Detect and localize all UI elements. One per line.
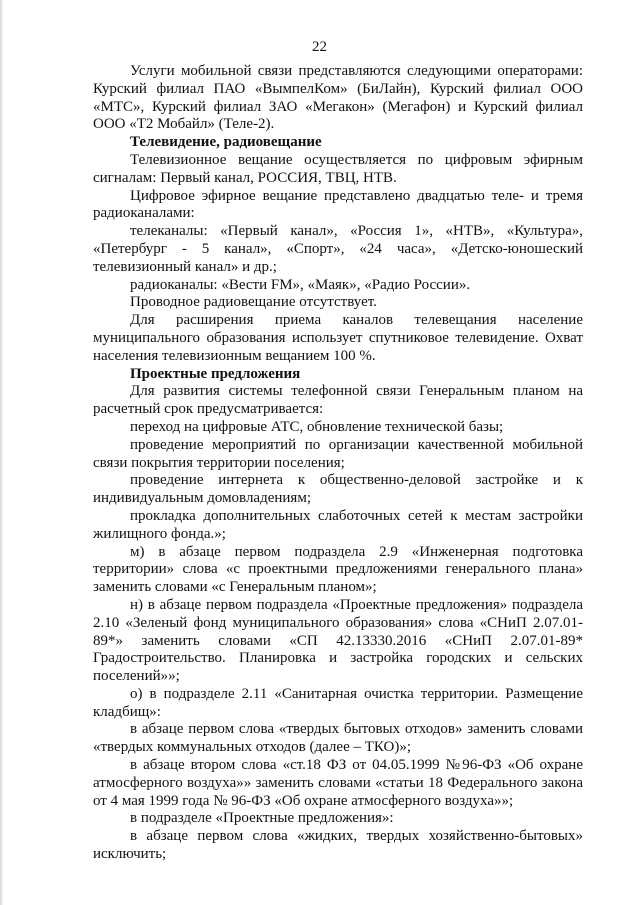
paragraph: прокладка дополнительных слаботочных сетей к местам застройки жилищного фонда.»;: [93, 507, 583, 542]
paragraph: в абзаце первом слова «твердых бытовых отходов» заменить словами «твердых коммунальных отходов (далее – ТКО)»;: [93, 721, 583, 756]
paragraph: проведение мероприятий по организации качественной мобильной связи покрытия территории поселения;: [93, 436, 583, 471]
paragraph: проведение интернета к общественно-деловой застройке и к индивидуальным домовладениям;: [93, 472, 583, 507]
paragraph: в подразделе «Проектные предложения»:: [130, 810, 394, 827]
section-heading: Телевидение, радиовещание: [130, 134, 322, 151]
paragraph: телеканалы: «Первый канал», «Россия 1», «НТВ», «Культура», «Петербург - 5 канал», «Спорт», «24 часа», «Детско-юношеский телевизионный канал» и др.;: [93, 223, 583, 275]
section-heading: Проектные предложения: [130, 365, 301, 382]
paragraph: Для развития системы телефонной связи Генеральным планом на расчетный срок предусматривается:: [93, 383, 583, 418]
paragraph: переход на цифровые АТС, обновление технической базы;: [130, 418, 504, 435]
paragraph: н) в абзаце первом подраздела «Проектные предложения» подраздела 2.10 «Зеленый фонд муниципального образования» слова «СНиП 2.07.01-89*» заменить словами «СП 42.13330.2016 «СНиП 2.07.01-89* Градостроительство. Планировка и застройка городских и сельских поселений»»;: [93, 596, 583, 685]
paragraph: Проводное радиовещание отсутствует.: [130, 294, 377, 311]
paragraph: в абзаце первом слова «жидких, твердых хозяйственно-бытовых» исключить;: [93, 828, 583, 863]
paragraph: о) в подразделе 2.11 «Санитарная очистка территории. Размещение кладбищ»:: [93, 685, 583, 720]
paragraph: м) в абзаце первом подраздела 2.9 «Инженерная подготовка территории» слова «с проектными предложениями генерального плана» заменить словами «с Генеральным планом»;: [93, 543, 583, 596]
paragraph: Для расширения приема каналов телевещания население муниципального образования использует спутниковое телевидение. Охват населения телевизионным вещанием 100 %.: [93, 312, 583, 364]
document-body: [93, 63, 583, 864]
paragraph: Телевизионное вещание осуществляется по цифровым эфирным сигналам: Первый канал, РОССИЯ, ТВЦ, НТВ.: [93, 151, 583, 186]
paragraph: Цифровое эфирное вещание представлено двадцатью теле- и тремя радиоканалами:: [93, 187, 583, 222]
page-number: 22: [312, 39, 327, 55]
paragraph: Услуги мобильной связи представляются следующими операторами: Курский филиал ПАО «ВымпелКом» (БиЛайн), Курский филиал ООО «МТС», Курский филиал ЗАО «Мегакон» (Мегафон) и Курский филиал ООО «Т2 Мобайл» (Теле-2).: [93, 63, 583, 133]
paragraph: в абзаце втором слова «ст.18 ФЗ от 04.05.1999 №96-ФЗ «Об охране атмосферного воздуха»» заменить словами «статьи 18 Федерального закона от 4 мая 1999 года № 96-ФЗ «Об охране атмосферного воздуха»»;: [93, 757, 583, 809]
paragraph: радиоканалы: «Вести FM», «Маяк», «Радио России».: [130, 276, 471, 293]
scan-edge: [0, 0, 3, 905]
